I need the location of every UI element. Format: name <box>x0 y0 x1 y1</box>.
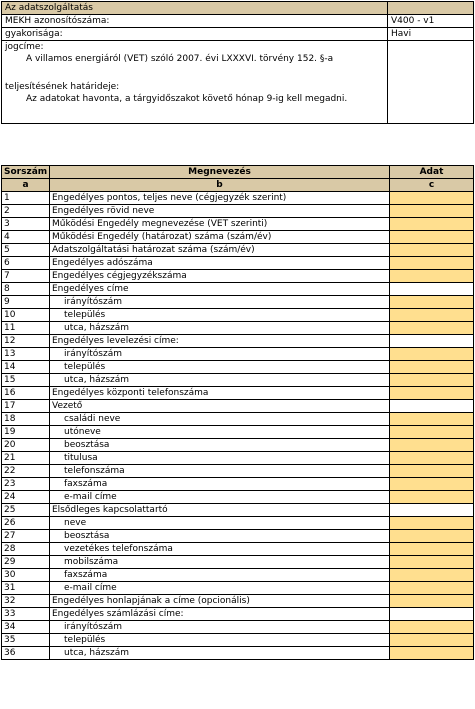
deadline-text: Az adatokat havonta, a tárgyidőszakot követő hónap 9-ig kell megadni. <box>2 93 388 111</box>
row-number: 26 <box>2 517 50 530</box>
row-label: beosztása <box>50 439 390 452</box>
row-label: utóneve <box>50 426 390 439</box>
data-input-cell[interactable] <box>390 556 474 569</box>
frequency-value: Havi <box>388 28 474 41</box>
table-row <box>2 231 474 244</box>
table-row <box>2 413 474 426</box>
data-input-cell[interactable] <box>390 634 474 647</box>
spacer-2 <box>2 111 388 124</box>
data-input-cell[interactable] <box>390 309 474 322</box>
row-label: neve <box>50 517 390 530</box>
row-number: 24 <box>2 491 50 504</box>
table-row <box>2 244 474 257</box>
row-label: családi neve <box>50 413 390 426</box>
table-row <box>2 192 474 205</box>
table-row <box>2 439 474 452</box>
row-label: utca, házszám <box>50 647 390 660</box>
table-row <box>2 452 474 465</box>
table-row <box>2 335 474 348</box>
frequency-label: gyakorisága: <box>2 28 388 41</box>
data-input-cell[interactable] <box>390 452 474 465</box>
row-number: 20 <box>2 439 50 452</box>
row-label: titulusa <box>50 452 390 465</box>
row-number: 12 <box>2 335 50 348</box>
table-row <box>2 361 474 374</box>
table-row <box>2 374 474 387</box>
data-input-cell[interactable] <box>390 478 474 491</box>
col-header-megnevezes: Megnevezés <box>50 166 390 179</box>
data-input-cell[interactable] <box>390 244 474 257</box>
mekh-id-label: MEKH azonosítószáma: <box>2 15 388 28</box>
table-row <box>2 270 474 283</box>
table-row <box>2 530 474 543</box>
row-label: utca, házszám <box>50 374 390 387</box>
data-input-cell[interactable] <box>390 582 474 595</box>
row-label: Engedélyes levelezési címe: <box>50 335 390 348</box>
row-label: Vezető <box>50 400 390 413</box>
row-number: 4 <box>2 231 50 244</box>
row-label: e-mail címe <box>50 582 390 595</box>
table-row <box>2 647 474 660</box>
row-number: 8 <box>2 283 50 296</box>
data-input-cell[interactable] <box>390 608 474 621</box>
data-input-cell[interactable] <box>390 348 474 361</box>
info-title-right-cell <box>388 2 474 15</box>
row-number: 1 <box>2 192 50 205</box>
row-label: irányítószám <box>50 296 390 309</box>
row-number: 16 <box>2 387 50 400</box>
row-label: faxszáma <box>50 569 390 582</box>
table-row <box>2 478 474 491</box>
row-number: 34 <box>2 621 50 634</box>
col-subheader-a: a <box>2 179 50 192</box>
row-label: vezetékes telefonszáma <box>50 543 390 556</box>
row-label: beosztása <box>50 530 390 543</box>
row-number: 27 <box>2 530 50 543</box>
table-row <box>2 621 474 634</box>
table-row <box>2 543 474 556</box>
table-row <box>2 322 474 335</box>
data-input-cell[interactable] <box>390 517 474 530</box>
row-number: 10 <box>2 309 50 322</box>
table-row <box>2 257 474 270</box>
table-row <box>2 283 474 296</box>
table-row <box>2 582 474 595</box>
legal-basis-text: A villamos energiáról (VET) szóló 2007. évi LXXXVI. törvény 152. §-a <box>2 53 388 71</box>
data-provision-info-table <box>1 1 474 124</box>
data-input-cell[interactable] <box>390 647 474 660</box>
row-label: település <box>50 309 390 322</box>
row-number: 25 <box>2 504 50 517</box>
row-label: Engedélyes honlapjának a címe (opcionális) <box>50 595 390 608</box>
table-row <box>2 608 474 621</box>
row-number: 19 <box>2 426 50 439</box>
table-row <box>2 387 474 400</box>
row-number: 29 <box>2 556 50 569</box>
row-number: 28 <box>2 543 50 556</box>
data-input-cell[interactable] <box>390 322 474 335</box>
table-row <box>2 465 474 478</box>
row-number: 2 <box>2 205 50 218</box>
row-number: 22 <box>2 465 50 478</box>
col-subheader-b: b <box>50 179 390 192</box>
data-input-cell[interactable] <box>390 387 474 400</box>
row-label: Működési Engedély megnevezése (VET szerinti) <box>50 218 390 231</box>
data-input-cell[interactable] <box>390 400 474 413</box>
row-number: 13 <box>2 348 50 361</box>
row-label: Elsődleges kapcsolattartó <box>50 504 390 517</box>
data-input-cell[interactable] <box>390 413 474 426</box>
row-number: 17 <box>2 400 50 413</box>
data-input-cell[interactable] <box>390 621 474 634</box>
data-input-cell[interactable] <box>390 595 474 608</box>
data-input-cell[interactable] <box>390 491 474 504</box>
row-number: 36 <box>2 647 50 660</box>
table-row <box>2 595 474 608</box>
data-input-cell[interactable] <box>390 465 474 478</box>
row-number: 6 <box>2 257 50 270</box>
row-label: település <box>50 361 390 374</box>
row-label: Engedélyes adószáma <box>50 257 390 270</box>
row-number: 35 <box>2 634 50 647</box>
data-input-cell[interactable] <box>390 335 474 348</box>
data-input-cell[interactable] <box>390 270 474 283</box>
deadline-label: teljesítésének határideje: <box>2 81 388 93</box>
row-label: Működési Engedély (határozat) száma (szám/év) <box>50 231 390 244</box>
row-label: e-mail címe <box>50 491 390 504</box>
col-header-adat: Adat <box>390 166 474 179</box>
data-table <box>1 165 474 660</box>
row-number: 7 <box>2 270 50 283</box>
data-input-cell[interactable] <box>390 231 474 244</box>
row-label: utca, házszám <box>50 322 390 335</box>
row-number: 30 <box>2 569 50 582</box>
row-number: 21 <box>2 452 50 465</box>
row-number: 5 <box>2 244 50 257</box>
data-input-cell[interactable] <box>390 192 474 205</box>
table-row <box>2 504 474 517</box>
table-row <box>2 491 474 504</box>
row-number: 3 <box>2 218 50 231</box>
data-input-cell[interactable] <box>390 205 474 218</box>
row-label: mobilszáma <box>50 556 390 569</box>
row-number: 11 <box>2 322 50 335</box>
row-label: irányítószám <box>50 348 390 361</box>
row-label: Engedélyes címe <box>50 283 390 296</box>
table-body <box>2 192 474 660</box>
row-label: Engedélyes számlázási címe: <box>50 608 390 621</box>
data-input-cell[interactable] <box>390 569 474 582</box>
table-row <box>2 296 474 309</box>
row-number: 14 <box>2 361 50 374</box>
row-number: 18 <box>2 413 50 426</box>
row-label: Engedélyes cégjegyzékszáma <box>50 270 390 283</box>
table-row <box>2 569 474 582</box>
data-input-cell[interactable] <box>390 426 474 439</box>
data-input-cell[interactable] <box>390 218 474 231</box>
mekh-id-value: V400 - v1 <box>388 15 474 28</box>
row-number: 23 <box>2 478 50 491</box>
table-row <box>2 517 474 530</box>
row-label: telefonszáma <box>50 465 390 478</box>
data-input-cell[interactable] <box>390 530 474 543</box>
col-subheader-c: c <box>390 179 474 192</box>
table-row <box>2 205 474 218</box>
row-label: Engedélyes pontos, teljes neve (cégjegyzék szerint) <box>50 192 390 205</box>
table-row <box>2 309 474 322</box>
table-row <box>2 218 474 231</box>
table-row <box>2 634 474 647</box>
row-number: 31 <box>2 582 50 595</box>
row-number: 9 <box>2 296 50 309</box>
table-row <box>2 426 474 439</box>
col-header-sorszam: Sorszám <box>2 166 50 179</box>
data-input-cell[interactable] <box>390 374 474 387</box>
table-row <box>2 400 474 413</box>
row-label: Engedélyes központi telefonszáma <box>50 387 390 400</box>
data-input-cell[interactable] <box>390 257 474 270</box>
row-number: 15 <box>2 374 50 387</box>
data-input-cell[interactable] <box>390 296 474 309</box>
row-number: 33 <box>2 608 50 621</box>
row-label: Adatszolgáltatási határozat száma (szám/év) <box>50 244 390 257</box>
row-label: település <box>50 634 390 647</box>
row-label: Engedélyes rövid neve <box>50 205 390 218</box>
data-input-cell[interactable] <box>390 361 474 374</box>
data-input-cell[interactable] <box>390 504 474 517</box>
table-row <box>2 348 474 361</box>
data-input-cell[interactable] <box>390 439 474 452</box>
legal-basis-label: jogcíme: <box>2 41 388 54</box>
table-row <box>2 556 474 569</box>
data-input-cell[interactable] <box>390 283 474 296</box>
info-title: Az adatszolgáltatás <box>2 2 388 15</box>
legal-basis-right-cell <box>388 41 474 124</box>
data-input-cell[interactable] <box>390 543 474 556</box>
spacer-1 <box>2 71 388 81</box>
row-label: irányítószám <box>50 621 390 634</box>
row-number: 32 <box>2 595 50 608</box>
row-label: faxszáma <box>50 478 390 491</box>
